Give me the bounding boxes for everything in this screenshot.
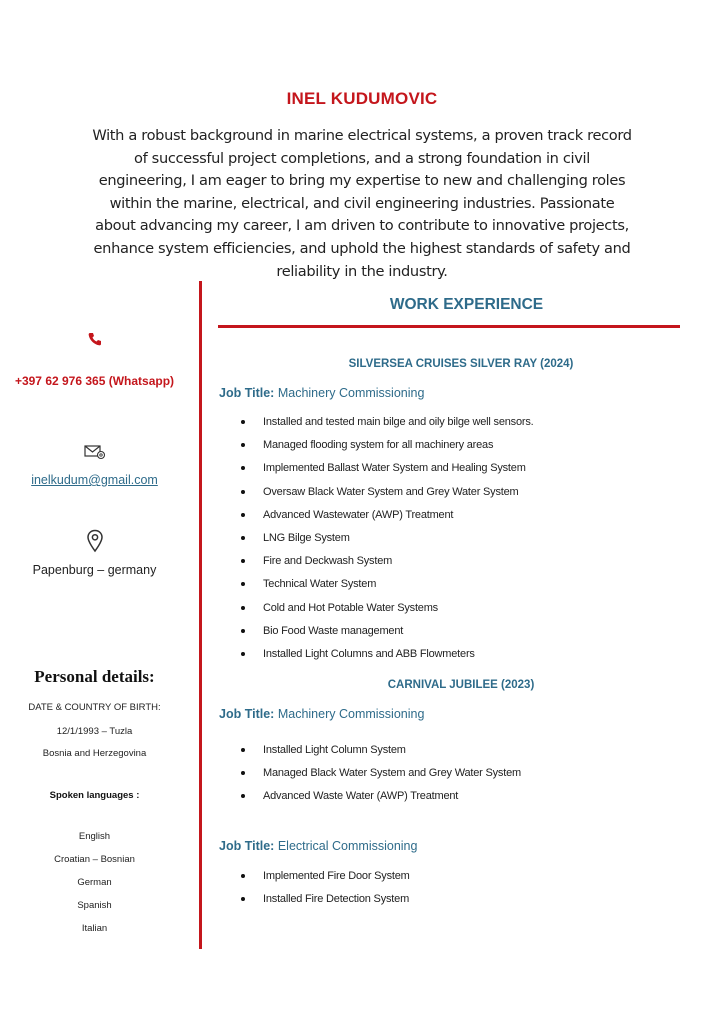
dob-line-1: 12/1/1993 – Tuzla	[56, 726, 133, 737]
list-item: Managed flooding system for all machinery areas	[241, 437, 534, 460]
job-title	[219, 386, 424, 400]
list-item: Managed Black Water System and Grey Water System	[241, 765, 521, 788]
language-item: Croatian – Bosnian	[54, 854, 135, 865]
work-experience-title: WORK EXPERIENCE	[389, 296, 544, 313]
company-name: SILVERSEA CRUISES SILVER RAY (2024)	[348, 358, 574, 370]
duty-list	[241, 868, 410, 914]
duty-list	[241, 414, 534, 669]
candidate-name: INEL KUDUMOVIC	[286, 89, 438, 108]
duty-list	[241, 742, 521, 812]
location-pin-icon	[0, 529, 189, 553]
profile-summary: With a robust background in marine electrical systems, a proven track record of successful project completions, and a strong foundation in civil engineering, I am eager to bring my expertise to new and challenging roles within the marine, electrical, and civil engineering industries. Passionate about advancing my career, I am driven to contribute to innovative projects, enhance system efficiencies, and uphold the highest standards of safety and reliability in the industry.	[92, 127, 632, 280]
language-item: German	[77, 877, 112, 888]
envelope-icon	[0, 444, 189, 460]
list-item: Oversaw Black Water System and Grey Water System	[241, 484, 534, 507]
language-item: Spanish	[77, 900, 112, 911]
phone-icon	[0, 331, 189, 347]
list-item: Installed Fire Detection System	[241, 891, 410, 914]
job-title-value: Machinery Commissioning	[277, 707, 425, 721]
dob-label: DATE & COUNTRY OF BIRTH:	[28, 702, 161, 713]
job-title	[219, 707, 424, 721]
dob-line-2: Bosnia and Herzegovina	[42, 748, 147, 759]
job-title-value: Machinery Commissioning	[277, 386, 425, 400]
list-item: Bio Food Waste management	[241, 623, 534, 646]
job-title-label: Job Title:	[219, 386, 275, 400]
company-name: CARNIVAL JUBILEE (2023)	[387, 679, 535, 691]
phone-number[interactable]: +397 62 976 365 (Whatsapp)	[14, 374, 175, 388]
email-link[interactable]: inelkudum@gmail.com	[31, 473, 158, 487]
job-title-label: Job Title:	[219, 707, 275, 721]
job-title-label: Job Title:	[219, 839, 275, 853]
job-title-value: Electrical Commissioning	[277, 839, 418, 853]
language-item: Italian	[81, 923, 108, 934]
list-item: LNG Bilge System	[241, 530, 534, 553]
section-rule	[218, 325, 680, 328]
location-text: Papenburg – germany	[32, 563, 157, 577]
list-item: Implemented Ballast Water System and Healing System	[241, 460, 534, 483]
languages-label: Spoken languages :	[49, 790, 140, 801]
list-item: Cold and Hot Potable Water Systems	[241, 600, 534, 623]
list-item: Advanced Waste Water (AWP) Treatment	[241, 788, 521, 811]
personal-details-title: Personal details:	[34, 667, 155, 686]
list-item: Installed Light Columns and ABB Flowmeters	[241, 646, 534, 669]
list-item: Technical Water System	[241, 576, 534, 599]
list-item: Installed and tested main bilge and oily bilge well sensors.	[241, 414, 534, 437]
job-title	[219, 839, 417, 853]
list-item: Installed Light Column System	[241, 742, 521, 765]
list-item: Advanced Wastewater (AWP) Treatment	[241, 507, 534, 530]
list-item: Fire and Deckwash System	[241, 553, 534, 576]
list-item: Implemented Fire Door System	[241, 868, 410, 891]
column-divider	[199, 281, 202, 949]
language-item: English	[78, 831, 111, 842]
